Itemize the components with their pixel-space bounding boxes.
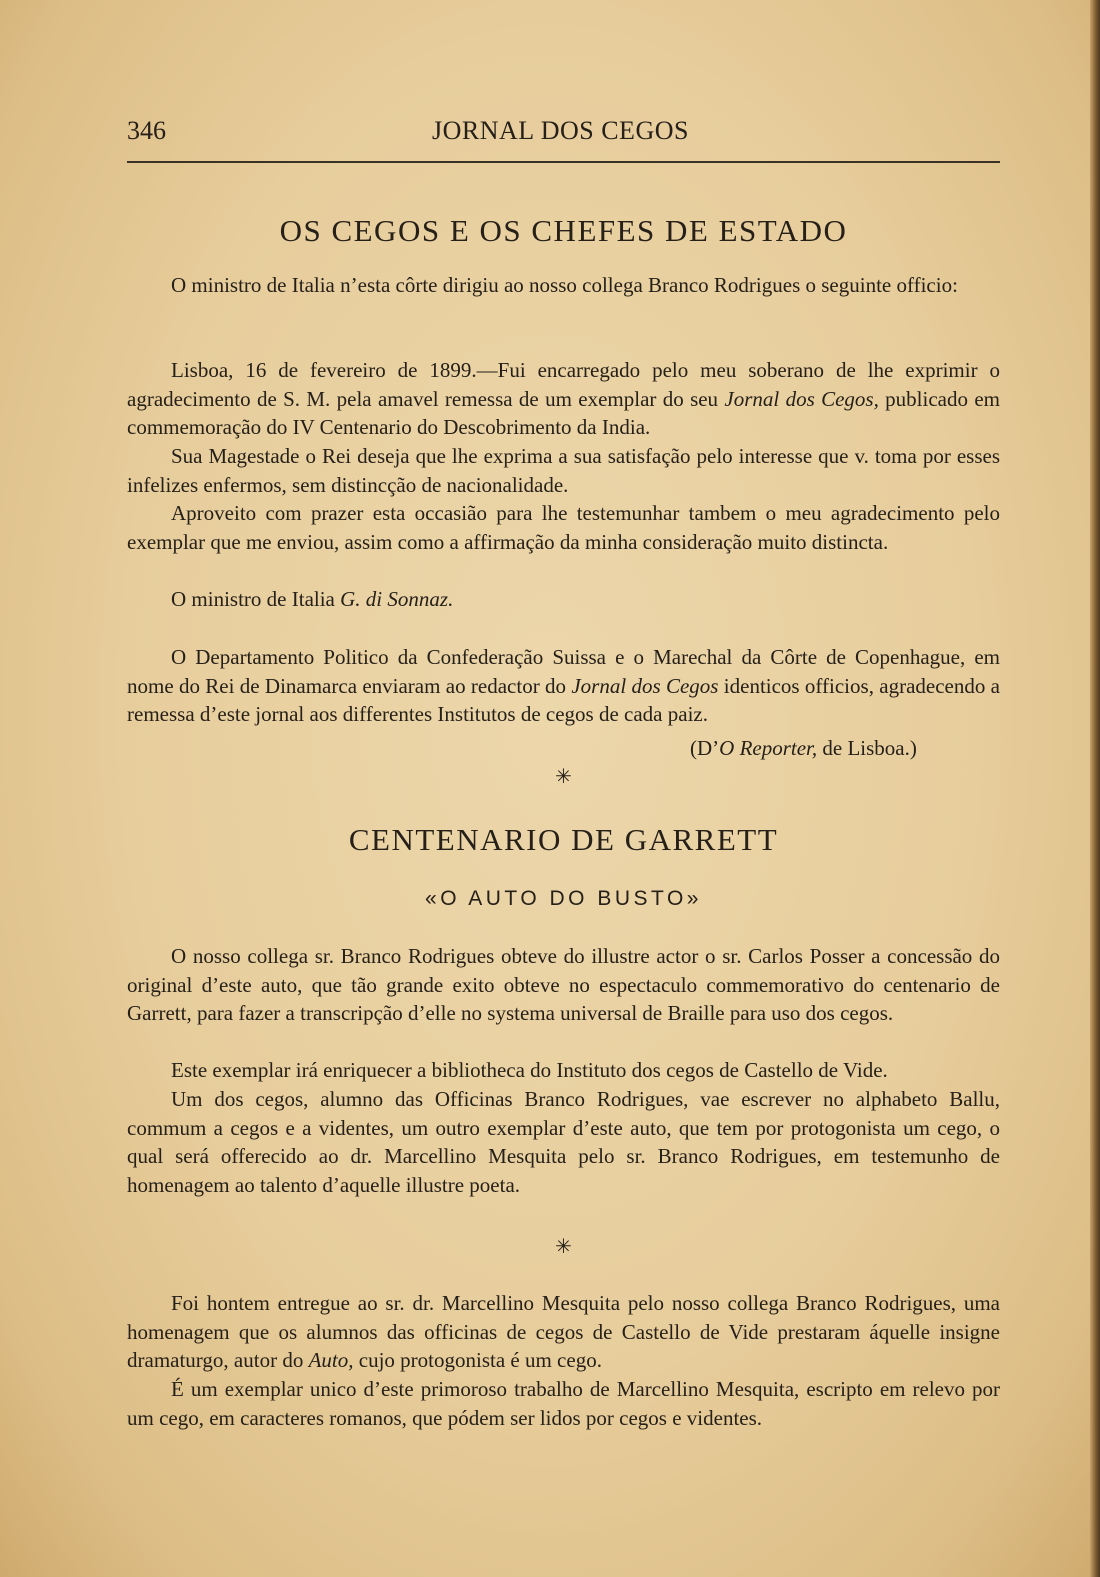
article2-paragraph-1: O nosso collega sr. Branco Rodrigues obteve do illustre actor o sr. Carlos Posser a concessão do original d’este auto, que tão grande exito obteve no espectaculo commemorativo do centenario de Garrett, para fazer a transcripção d’elle no systema universal de Braille para uso dos cegos. (127, 944, 1000, 1025)
article2-paragraph-3: Um dos cegos, alumno das Officinas Branco Rodrigues, vae escrever no alphabeto Ballu, commum a cegos e a videntes, um outro exemplar d’este auto, que tem por protogonista um cego, o qual será offerecido ao dr. Marcellino Mesquita pelo sr. Branco Rodrigues, em testemunho de homenagem ao talento d’aquelle illustre poeta. (127, 1087, 1000, 1197)
signature-name: G. di Sonnaz. (340, 587, 454, 611)
header-rule (127, 161, 1000, 163)
section-separator-asterisk: ✳ (555, 1234, 572, 1258)
signature-prefix: O ministro de Italia (171, 587, 341, 611)
section-separator-asterisk: ✳ (555, 764, 572, 788)
letter-signature (127, 585, 1000, 614)
article2-paragraph-2: Este exemplar irá enriquecer a bibliotheca do Instituto dos cegos de Castello de Vide. (171, 1058, 888, 1082)
p4-auto-title: Auto, (308, 1348, 354, 1372)
journal-title: JORNAL DOS CEGOS (432, 116, 689, 145)
book-page-edge (1090, 0, 1100, 1577)
letter-paragraph-3: Aproveito com prazer esta occasião para lhe testemunhar tambem o meu agradecimento pelo exemplar que me enviou, assim como a affirmação da minha consideração muito distincta. (127, 501, 1000, 554)
credit-prefix: (D’ (690, 736, 720, 760)
letter-p1-text-a: Lisboa, 16 de fevereiro de 1899.—Fui encarregado pelo meu soberano de lhe exprimir o agradecimento de S. M. pela amavel remessa de um exemplar do seu (127, 358, 1000, 411)
article-title-garrett: CENTENARIO DE GARRETT (348, 822, 779, 857)
p4-text-a: Foi hontem entregue ao sr. dr. Marcellino Mesquita pelo nosso collega Branco Rodrigues, uma homenagem que os alumnos das officinas de cegos de Castello de Vide prestaram áquelle insigne dramaturgo, autor do (127, 1291, 1000, 1372)
credit-suffix: de Lisboa.) (817, 736, 917, 760)
para2-journal-name: Jornal dos Cegos (571, 673, 719, 698)
letter-p1-text-b: publicado em commemoração do IV Centenario do Descobrimento da India. (127, 386, 1000, 439)
page-number: 346 (127, 116, 166, 145)
running-head (127, 116, 1000, 150)
article-subtitle: «O AUTO DO BUSTO» (425, 887, 702, 910)
para2-text-b: identicos officios, agradecendo a remessa d’este jornal aos differentes Institutos de cegos de cada paiz. (127, 673, 1000, 726)
p4-text-b: cujo protogonista é um cego. (353, 1348, 602, 1372)
letter-paragraph-2: Sua Magestade o Rei deseja que lhe exprima a sua satisfação pelo interesse que v. toma por esses infelizes enfermos, sem distincção de nacionalidade. (127, 444, 1000, 497)
letter-p1-journal-name: Jornal dos Cegos, (724, 386, 879, 411)
para2-text-a: O Departamento Politico da Confederação Suissa e o Marechal da Côrte de Copenhague, em nome do Rei de Dinamarca enviaram ao redactor do (127, 645, 1000, 698)
article2-paragraph-4 (127, 1289, 1000, 1375)
article1-paragraph-2 (127, 643, 1000, 729)
article-title-cegos-chefes: OS CEGOS E OS CHEFES DE ESTADO (279, 213, 848, 248)
article2-paragraph-5: É um exemplar unico d’este primoroso trabalho de Marcellino Mesquita, escripto em relevo por um cego, em caracteres romanos, que pódem ser lidos por cegos e videntes. (127, 1377, 1000, 1430)
source-credit (690, 736, 917, 761)
article1-intro: O ministro de Italia n’esta côrte dirigiu ao nosso collega Branco Rodrigues o seguinte officio: (171, 273, 958, 297)
letter-paragraph-1 (127, 356, 1000, 442)
credit-source: O Reporter, (719, 736, 818, 760)
